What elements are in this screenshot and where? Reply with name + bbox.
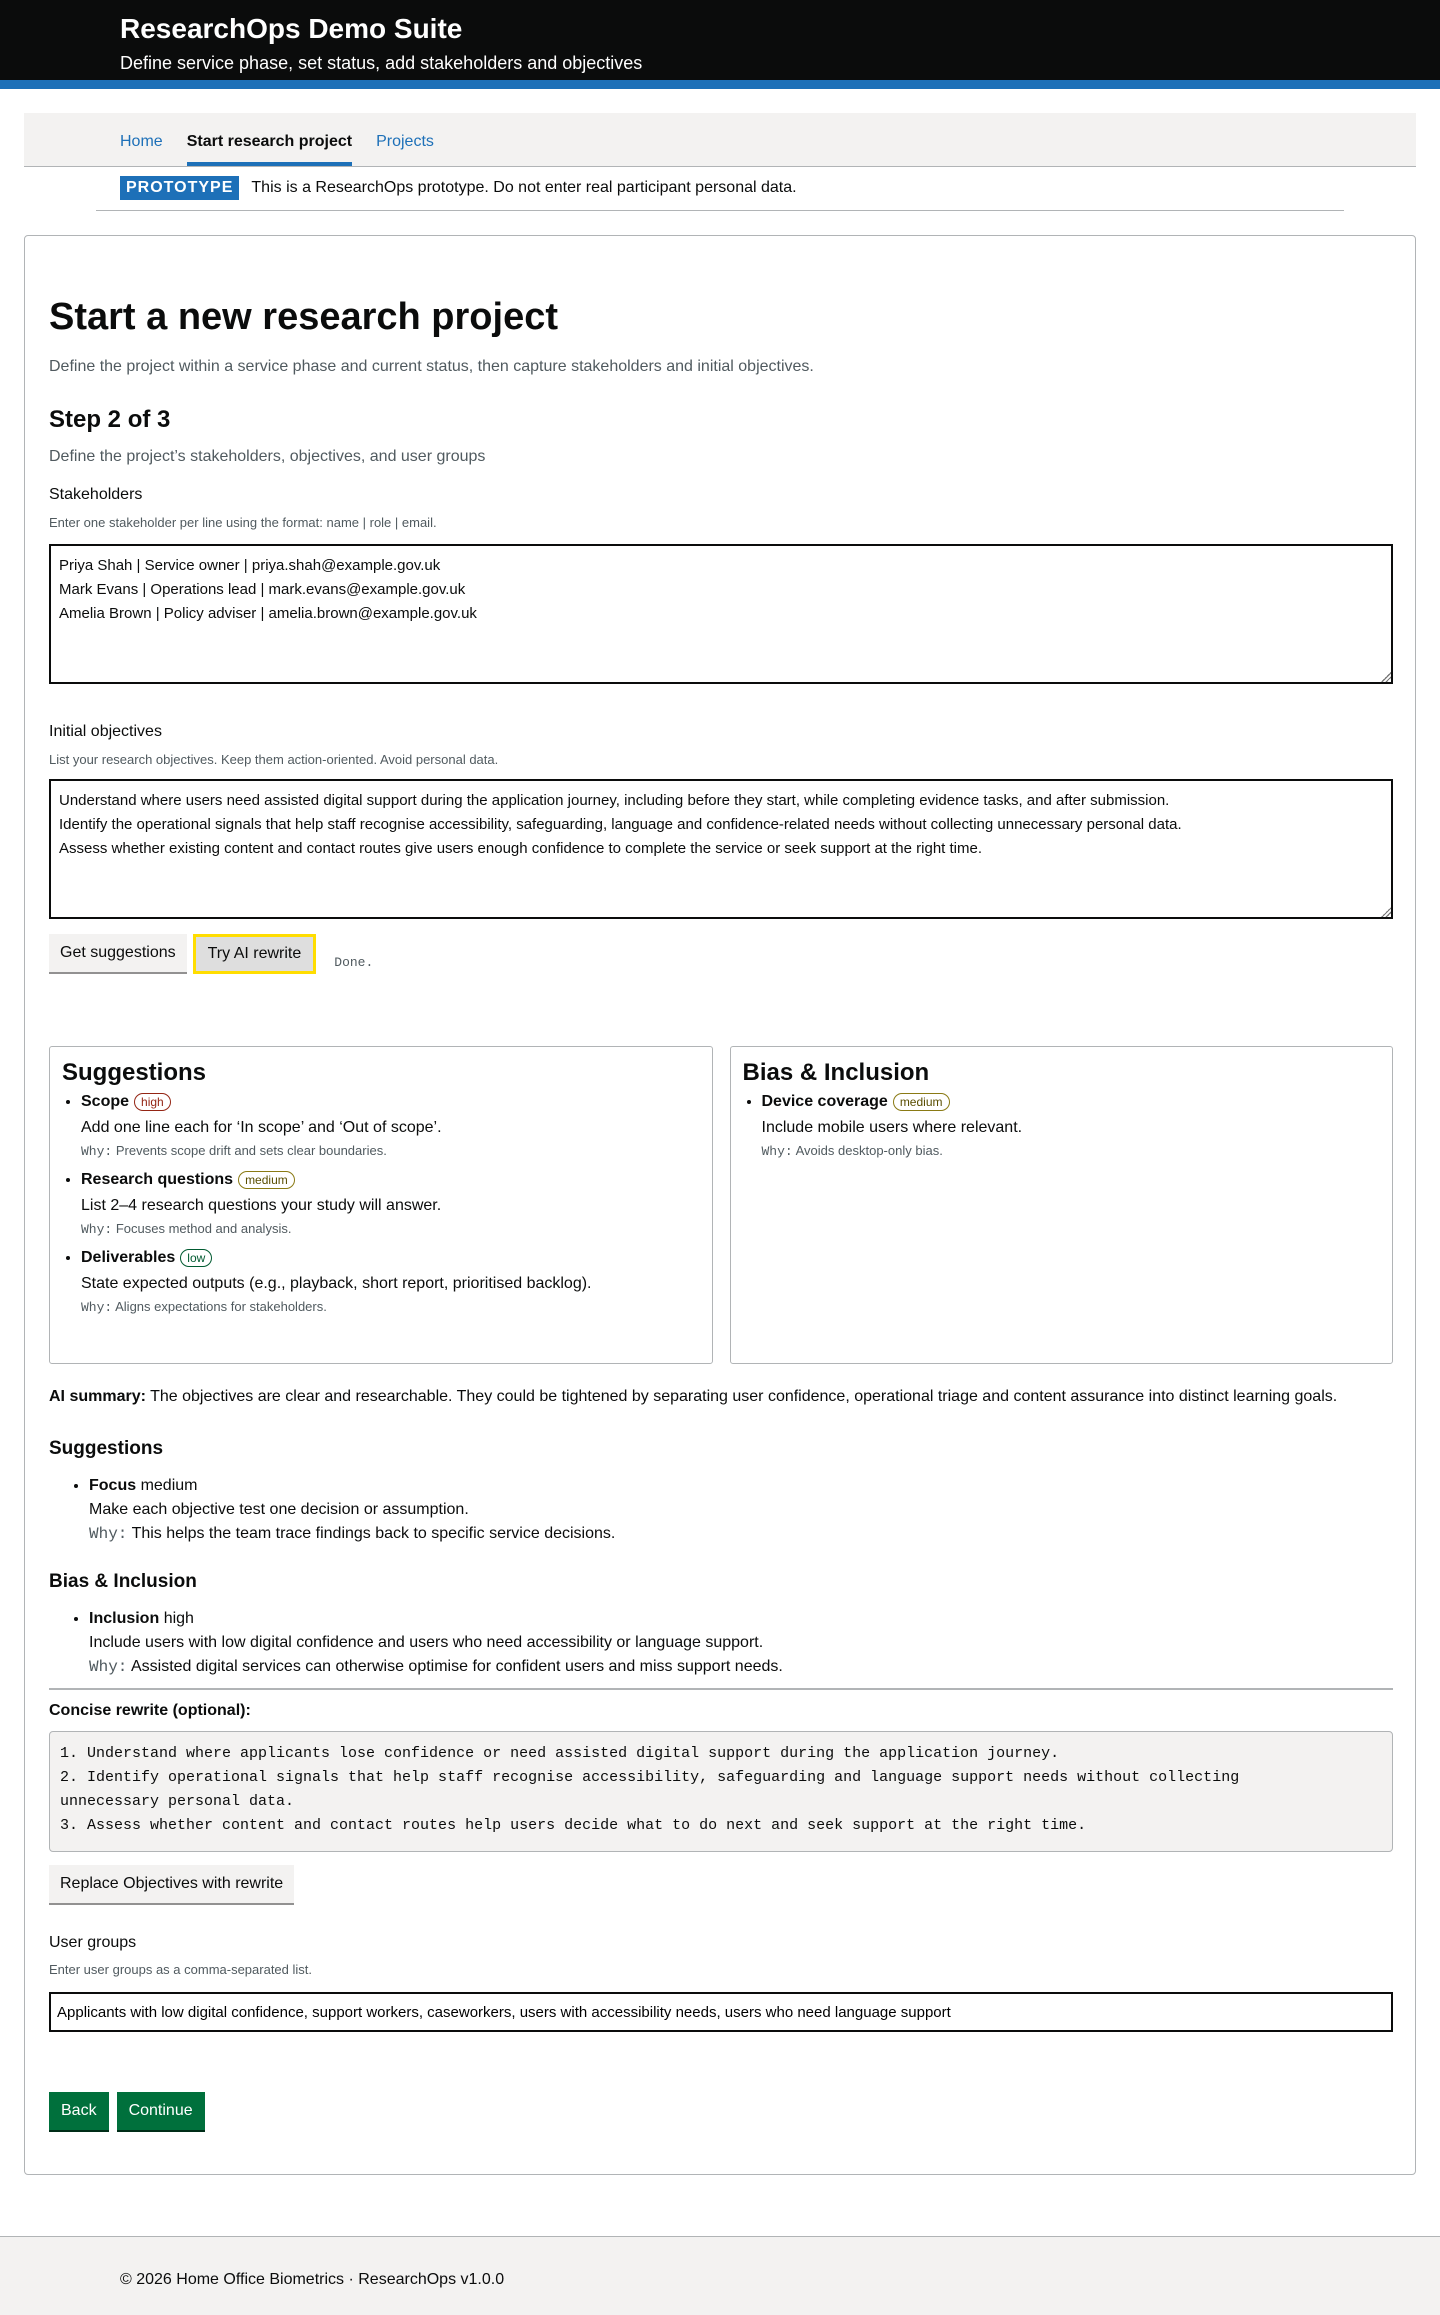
suggestion-text: List 2–4 research questions your study will answer.	[81, 1197, 442, 1214]
replace-objectives-button[interactable]: Replace Objectives with rewrite	[49, 1865, 294, 1905]
nav-projects[interactable]: Projects	[376, 133, 434, 150]
objectives-actions	[49, 934, 373, 974]
ai-rewrite-button[interactable]: Try AI rewrite	[193, 934, 317, 974]
ai-suggestions-heading: Suggestions	[49, 1438, 164, 1459]
objectives-label: Initial objectives	[49, 723, 162, 740]
objectives-textarea[interactable]: Understand where users need assisted digital support during the application journey, including before they start, while completing evidence tasks, and after submission. Identify the operational signals that help staff recognise accessibility, safeguarding, language and confidence-related needs without collecting unnecessary personal data. Assess whether existing content and contact routes give users enough confidence to complete the service or seek support at the right time.	[49, 779, 1393, 919]
step-description: Define the project’s stakeholders, objectives, and user groups	[49, 448, 486, 465]
ai-suggestion-severity: medium	[140, 1477, 198, 1494]
why-label: Why:	[81, 1222, 113, 1237]
suggestion-title: Scope	[81, 1093, 130, 1110]
suggestions-panel	[49, 1046, 713, 1364]
stakeholders-resize-handle[interactable]	[1381, 672, 1391, 682]
ai-bias-severity: high	[163, 1610, 194, 1627]
suggestion-title: Research questions	[81, 1171, 234, 1188]
severity-badge: medium	[893, 1093, 950, 1111]
ai-bias-item	[89, 1607, 783, 1679]
ai-bias-list	[49, 1607, 783, 1679]
why-text: Aligns expectations for stakeholders.	[115, 1299, 327, 1314]
suggestion-text: State expected outputs (e.g., playback, short report, prioritised backlog).	[81, 1275, 592, 1292]
why-label: Why:	[81, 1300, 113, 1315]
ai-bias-text: Include users with low digital confidence and users who need accessibility or language support.	[89, 1634, 764, 1651]
why-label: Why:	[89, 1658, 128, 1676]
ai-suggestion-text: Make each objective test one decision or assumption.	[89, 1501, 469, 1518]
stakeholders-label: Stakeholders	[49, 486, 143, 503]
severity-badge: medium	[238, 1171, 295, 1189]
ai-summary	[49, 1388, 1393, 1406]
bias-why	[762, 1143, 1381, 1159]
why-text: Avoids desktop-only bias.	[795, 1143, 943, 1158]
stakeholders-textarea[interactable]: Priya Shah | Service owner | priya.shah@example.gov.uk Mark Evans | Operations lead | mark.evans@example.gov.uk Amelia Brown | Policy adviser | amelia.brown@example.gov.uk	[49, 544, 1393, 684]
severity-badge: low	[180, 1249, 212, 1267]
severity-badge: high	[134, 1093, 171, 1111]
bias-title: Device coverage	[761, 1093, 888, 1110]
project-form-card	[24, 235, 1416, 2175]
suggestion-item	[81, 1171, 700, 1237]
site-footer	[0, 2236, 1440, 2315]
ai-bias-title: Inclusion	[89, 1610, 160, 1627]
why-label: Why:	[761, 1144, 793, 1159]
page-title: Start a new research project	[49, 296, 558, 338]
suggestion-title: Deliverables	[81, 1249, 176, 1266]
ai-summary-label: AI summary:	[49, 1388, 146, 1405]
site-header	[0, 0, 1440, 89]
ai-bias-heading: Bias & Inclusion	[49, 1571, 197, 1592]
suggestion-item	[81, 1093, 700, 1159]
suggestion-why	[81, 1143, 700, 1159]
bias-inclusion-panel	[730, 1046, 1394, 1364]
user-groups-input[interactable]	[49, 1992, 1393, 2032]
suggestion-why	[81, 1299, 700, 1315]
objectives-hint: List your research objectives. Keep them action-oriented. Avoid personal data.	[49, 752, 499, 767]
phase-tag: PROTOTYPE	[120, 176, 239, 200]
phase-banner-text: This is a ResearchOps prototype. Do not enter real participant personal data.	[251, 178, 797, 196]
suggestions-panel-heading: Suggestions	[62, 1059, 207, 1086]
continue-button[interactable]: Continue	[117, 2092, 205, 2132]
suggestion-why	[81, 1221, 700, 1237]
step-heading: Step 2 of 3	[49, 406, 171, 433]
rewrite-output: 1. Understand where applicants lose confidence or need assisted digital support during the application journey. 2. Identify operational signals that help staff recognise accessibility, safeguarding and language support needs without collecting unnecessary personal data. 3. Assess whether content and contact routes help users decide what to do next and seek support at the right time.	[49, 1731, 1393, 1852]
why-text: This helps the team trace findings back to specific service decisions.	[127, 1525, 616, 1542]
stakeholders-hint: Enter one stakeholder per line using the format: name | role | email.	[49, 515, 437, 530]
back-button[interactable]: Back	[49, 2092, 109, 2132]
nav-start-research-project[interactable]: Start research project	[187, 122, 352, 166]
page-lede: Define the project within a service phase and current status, then capture stakeholders and initial objectives.	[49, 358, 814, 375]
site-title: ResearchOps Demo Suite	[120, 13, 463, 44]
section-divider	[49, 1688, 1393, 1690]
phase-banner	[96, 167, 1344, 211]
site-subtitle: Define service phase, set status, add stakeholders and objectives	[120, 53, 643, 73]
ai-suggestions-list	[49, 1474, 615, 1546]
feedback-panels	[49, 1046, 1393, 1364]
footer-text: © 2026 Home Office Biometrics · ResearchOps v1.0.0	[120, 2271, 505, 2288]
suggestion-text: Add one line each for ‘In scope’ and ‘Out of scope’.	[81, 1119, 442, 1136]
bias-panel-heading: Bias & Inclusion	[742, 1059, 930, 1086]
objectives-resize-handle[interactable]	[1381, 907, 1391, 917]
nav-home[interactable]: Home	[120, 133, 163, 150]
ai-suggestion-item	[89, 1474, 615, 1546]
suggestion-item	[81, 1249, 700, 1315]
why-text: Focuses method and analysis.	[115, 1221, 292, 1236]
rewrite-label: Concise rewrite (optional):	[49, 1702, 251, 1719]
bias-item	[762, 1093, 1381, 1159]
bias-text: Include mobile users where relevant.	[761, 1119, 1023, 1136]
user-groups-hint: Enter user groups as a comma-separated list.	[49, 1962, 313, 1977]
ai-summary-text: The objectives are clear and researchable. They could be tightened by separating user confidence, operational triage and content assurance into distinct learning goals.	[145, 1388, 1338, 1405]
why-label: Why:	[81, 1144, 113, 1159]
why-text: Prevents scope drift and sets clear boundaries.	[115, 1143, 387, 1158]
form-navigation	[49, 2092, 205, 2132]
ai-status-text: Done.	[334, 954, 374, 970]
ai-suggestion-title: Focus	[89, 1477, 137, 1494]
primary-nav	[24, 113, 1416, 167]
get-suggestions-button[interactable]: Get suggestions	[49, 934, 187, 974]
user-groups-label: User groups	[49, 1934, 137, 1951]
why-text: Assisted digital services can otherwise optimise for confident users and miss support needs.	[127, 1658, 783, 1675]
why-label: Why:	[89, 1525, 128, 1543]
